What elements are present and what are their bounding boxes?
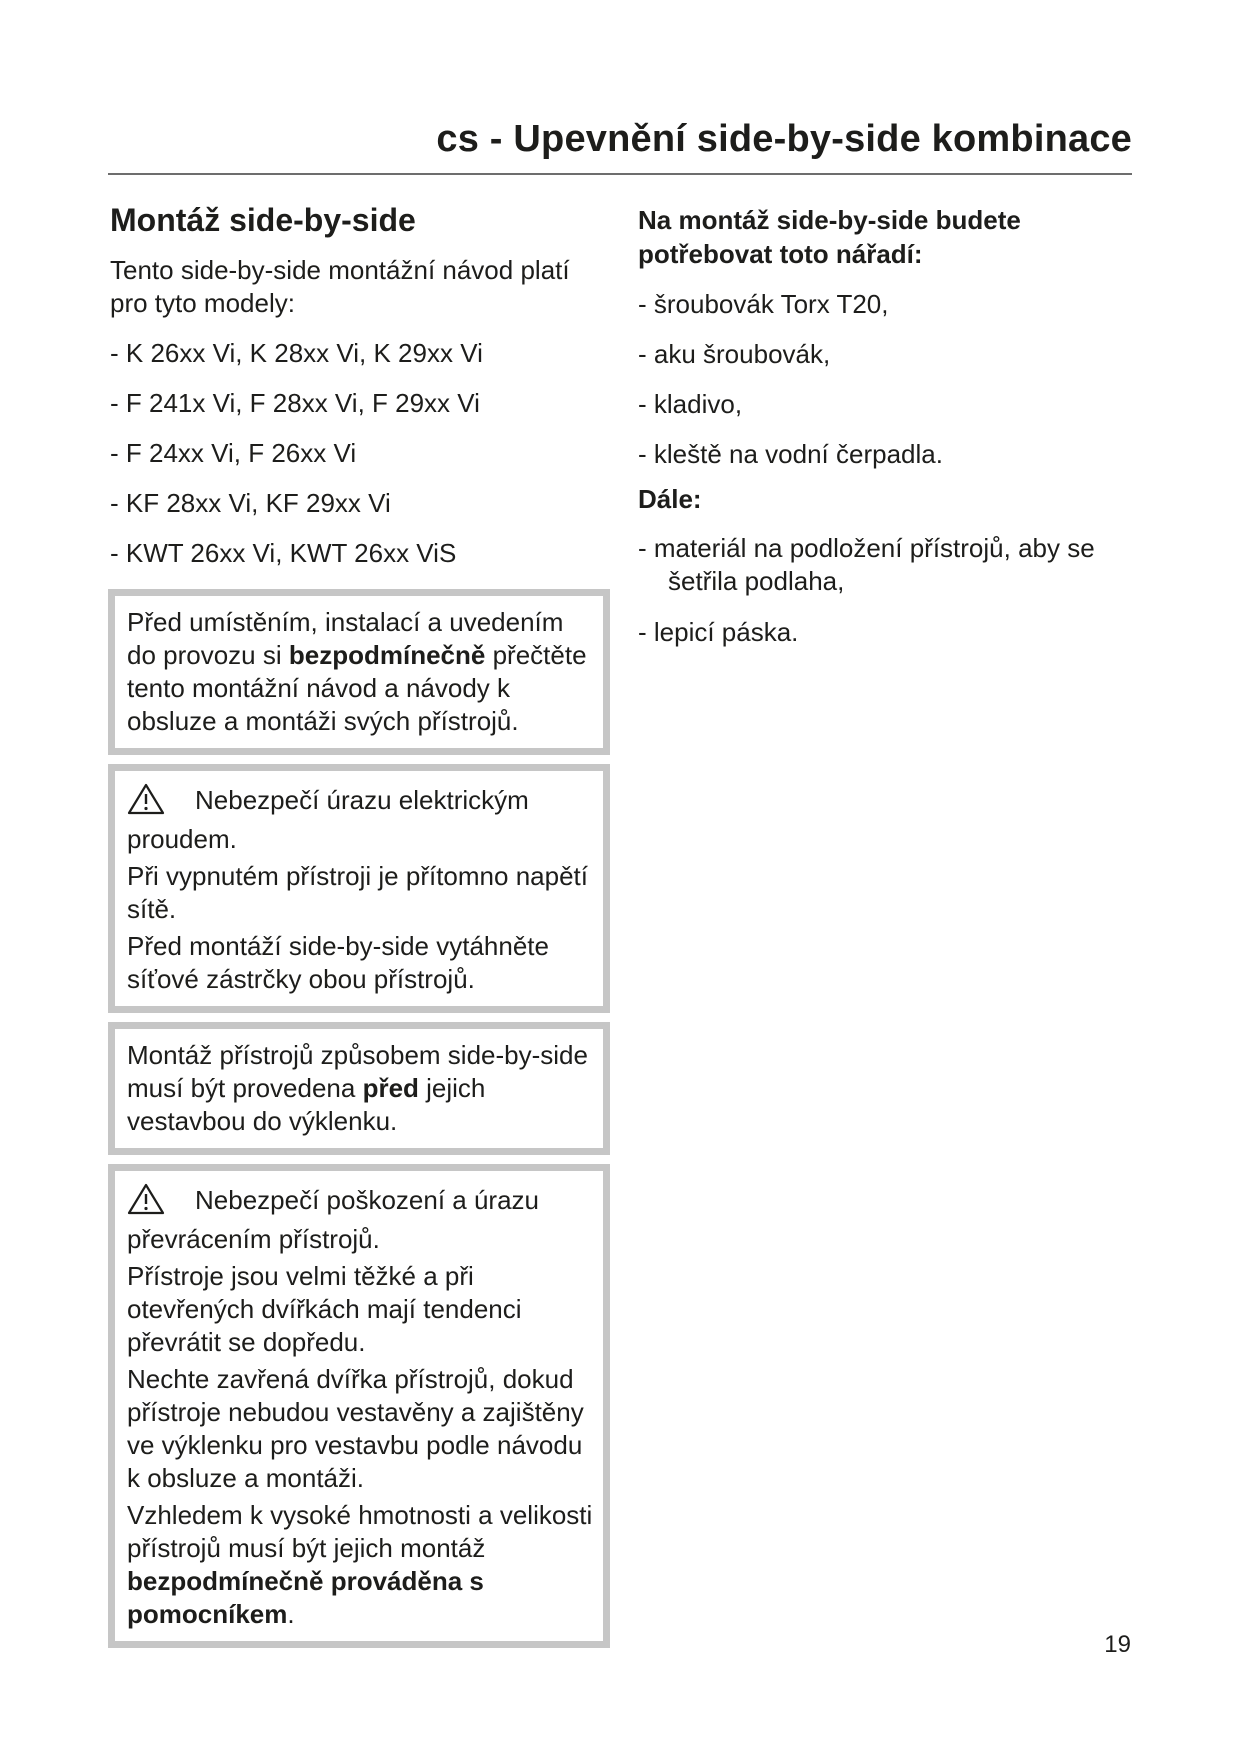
list-item: - kladivo, bbox=[638, 389, 743, 419]
warning-text: Nechte zavřená dvířka přístrojů, dokud přístroje nebudou vestavěny a zajištěny ve výklenku pro vestavbu podle návodu k obsluze a montáži. bbox=[127, 1364, 584, 1493]
list-item: - F 24xx Vi, F 26xx Vi bbox=[110, 438, 357, 468]
warning-text: Přístroje jsou velmi těžké a při otevřených dvířkách mají tendenci převrátit se dopředu. bbox=[127, 1261, 522, 1357]
additional-list bbox=[638, 532, 1118, 649]
additional-heading: Dále: bbox=[638, 484, 702, 514]
list-item: - lepicí páska. bbox=[638, 617, 799, 647]
mounting-order-box bbox=[108, 1022, 610, 1155]
page-header-title: cs - Upevnění side-by-side kombinace bbox=[436, 118, 1132, 160]
list-item: - K 26xx Vi, K 28xx Vi, K 29xx Vi bbox=[110, 338, 483, 368]
warning-triangle-icon bbox=[127, 783, 165, 823]
list-item: - materiál na podložení přístrojů, aby se šetřila podlaha, bbox=[638, 533, 1095, 596]
section-title: Montáž side-by-side bbox=[110, 202, 416, 238]
read-instructions-box bbox=[108, 589, 610, 755]
warning-triangle-icon bbox=[127, 1183, 165, 1223]
left-column bbox=[110, 200, 610, 1648]
list-item: - aku šroubovák, bbox=[638, 339, 831, 369]
electric-warning-box bbox=[108, 764, 610, 1013]
warning-text: Při vypnutém přístroji je přítomno napětí sítě. bbox=[127, 861, 588, 924]
warning-heading: Nebezpečí poškození a úrazu převrácením přístrojů. bbox=[127, 1185, 539, 1254]
list-item: - F 241x Vi, F 28xx Vi, F 29xx Vi bbox=[110, 388, 480, 418]
right-column bbox=[638, 203, 1118, 649]
tipping-warning-box bbox=[108, 1164, 610, 1648]
box-text: Před umístěním, instalací a uvedením do provozu si bezpodmínečně přečtěte tento montážní návod a návody k obsluze a montáži svých přístrojů. bbox=[127, 607, 587, 736]
list-item: - kleště na vodní čerpadla. bbox=[638, 439, 943, 469]
list-item: - šroubovák Torx T20, bbox=[638, 289, 889, 319]
tools-list bbox=[638, 288, 1118, 471]
list-item: - KWT 26xx Vi, KWT 26xx ViS bbox=[110, 538, 457, 568]
model-list bbox=[110, 337, 610, 570]
list-item: - KF 28xx Vi, KF 29xx Vi bbox=[110, 488, 391, 518]
warning-text: Před montáží side-by-side vytáhněte síťové zástrčky obou přístrojů. bbox=[127, 931, 549, 994]
tools-heading: Na montáž side-by-side budete potřebovat toto nářadí: bbox=[638, 205, 1021, 269]
intro-text: Tento side-by-side montážní návod platí pro tyto modely: bbox=[110, 255, 570, 318]
header-divider bbox=[108, 173, 1132, 175]
box-text: Montáž přístrojů způsobem side-by-side musí být provedena před jejich vestavbou do výklenku. bbox=[127, 1040, 588, 1136]
warning-text: Vzhledem k vysoké hmotnosti a velikosti přístrojů musí být jejich montáž bezpodmínečně prováděna s pomocníkem. bbox=[127, 1500, 593, 1629]
warning-heading: Nebezpečí úrazu elektrickým proudem. bbox=[127, 785, 529, 854]
page-number: 19 bbox=[1104, 1631, 1131, 1658]
